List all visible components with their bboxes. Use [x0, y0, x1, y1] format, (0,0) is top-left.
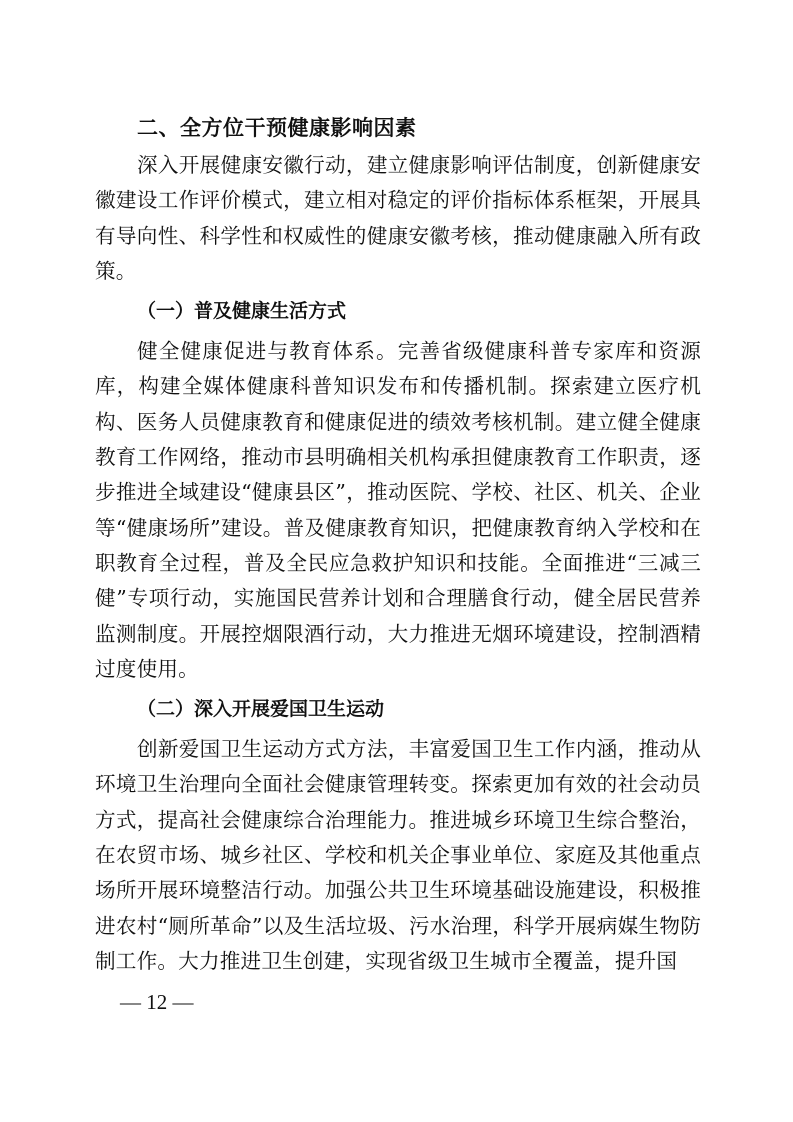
subsection-heading-1: （一）普及健康生活方式: [137, 300, 347, 323]
document-page: [95, 108, 701, 979]
intro-paragraph: 深入开展健康安徽行动，建立健康影响评估制度，创新健康安徽建设工作评价模式，建立相对稳定的评价指标体系框架，开展具有导向性、科学性和权威性的健康安徽考核，推动健康融入所有政策。: [95, 153, 701, 283]
subsection-1-paragraph: 健全健康促进与教育体系。完善省级健康科普专家库和资源库，构建全媒体健康科普知识发布和传播机制。探索建立医疗机构、医务人员健康教育和健康促进的绩效考核机制。建立健全健康教育工作网络，推动市县明确相关机构承担健康教育工作职责，逐步推进全域建设“健康县区”，推动医院、学校、社区、机关、企业等“健康场所”建设。普及健康教育知识，把健康教育纳入学校和在职教育全过程，普及全民应急救护知识和技能。全面推进“三减三健”专项行动，实施国民营养计划和合理膳食行动，健全居民营养监测制度。开展控烟限酒行动，大力推进无烟环境建设，控制酒精过度使用。: [95, 339, 701, 681]
page-number: — 12 —: [120, 990, 194, 1014]
subsection-2-paragraph: 创新爱国卫生运动方式方法，丰富爱国卫生工作内涵，推动从环境卫生治理向全面社会健康管理转变。探索更加有效的社会动员方式，提高社会健康综合治理能力。推进城乡环境卫生综合整治，在农贸市场、城乡社区、学校和机关企事业单位、家庭及其他重点场所开展环境整洁行动。加强公共卫生环境基础设施建设，积极推进农村“厕所革命”以及生活垃圾、污水治理，科学开展病媒生物防制工作。大力推进卫生创建，实现省级卫生城市全覆盖，提升国: [95, 737, 701, 973]
section-heading: 二、全方位干预健康影响因素: [137, 116, 417, 140]
subsection-heading-2: （二）深入开展爱国卫生运动: [137, 698, 385, 721]
